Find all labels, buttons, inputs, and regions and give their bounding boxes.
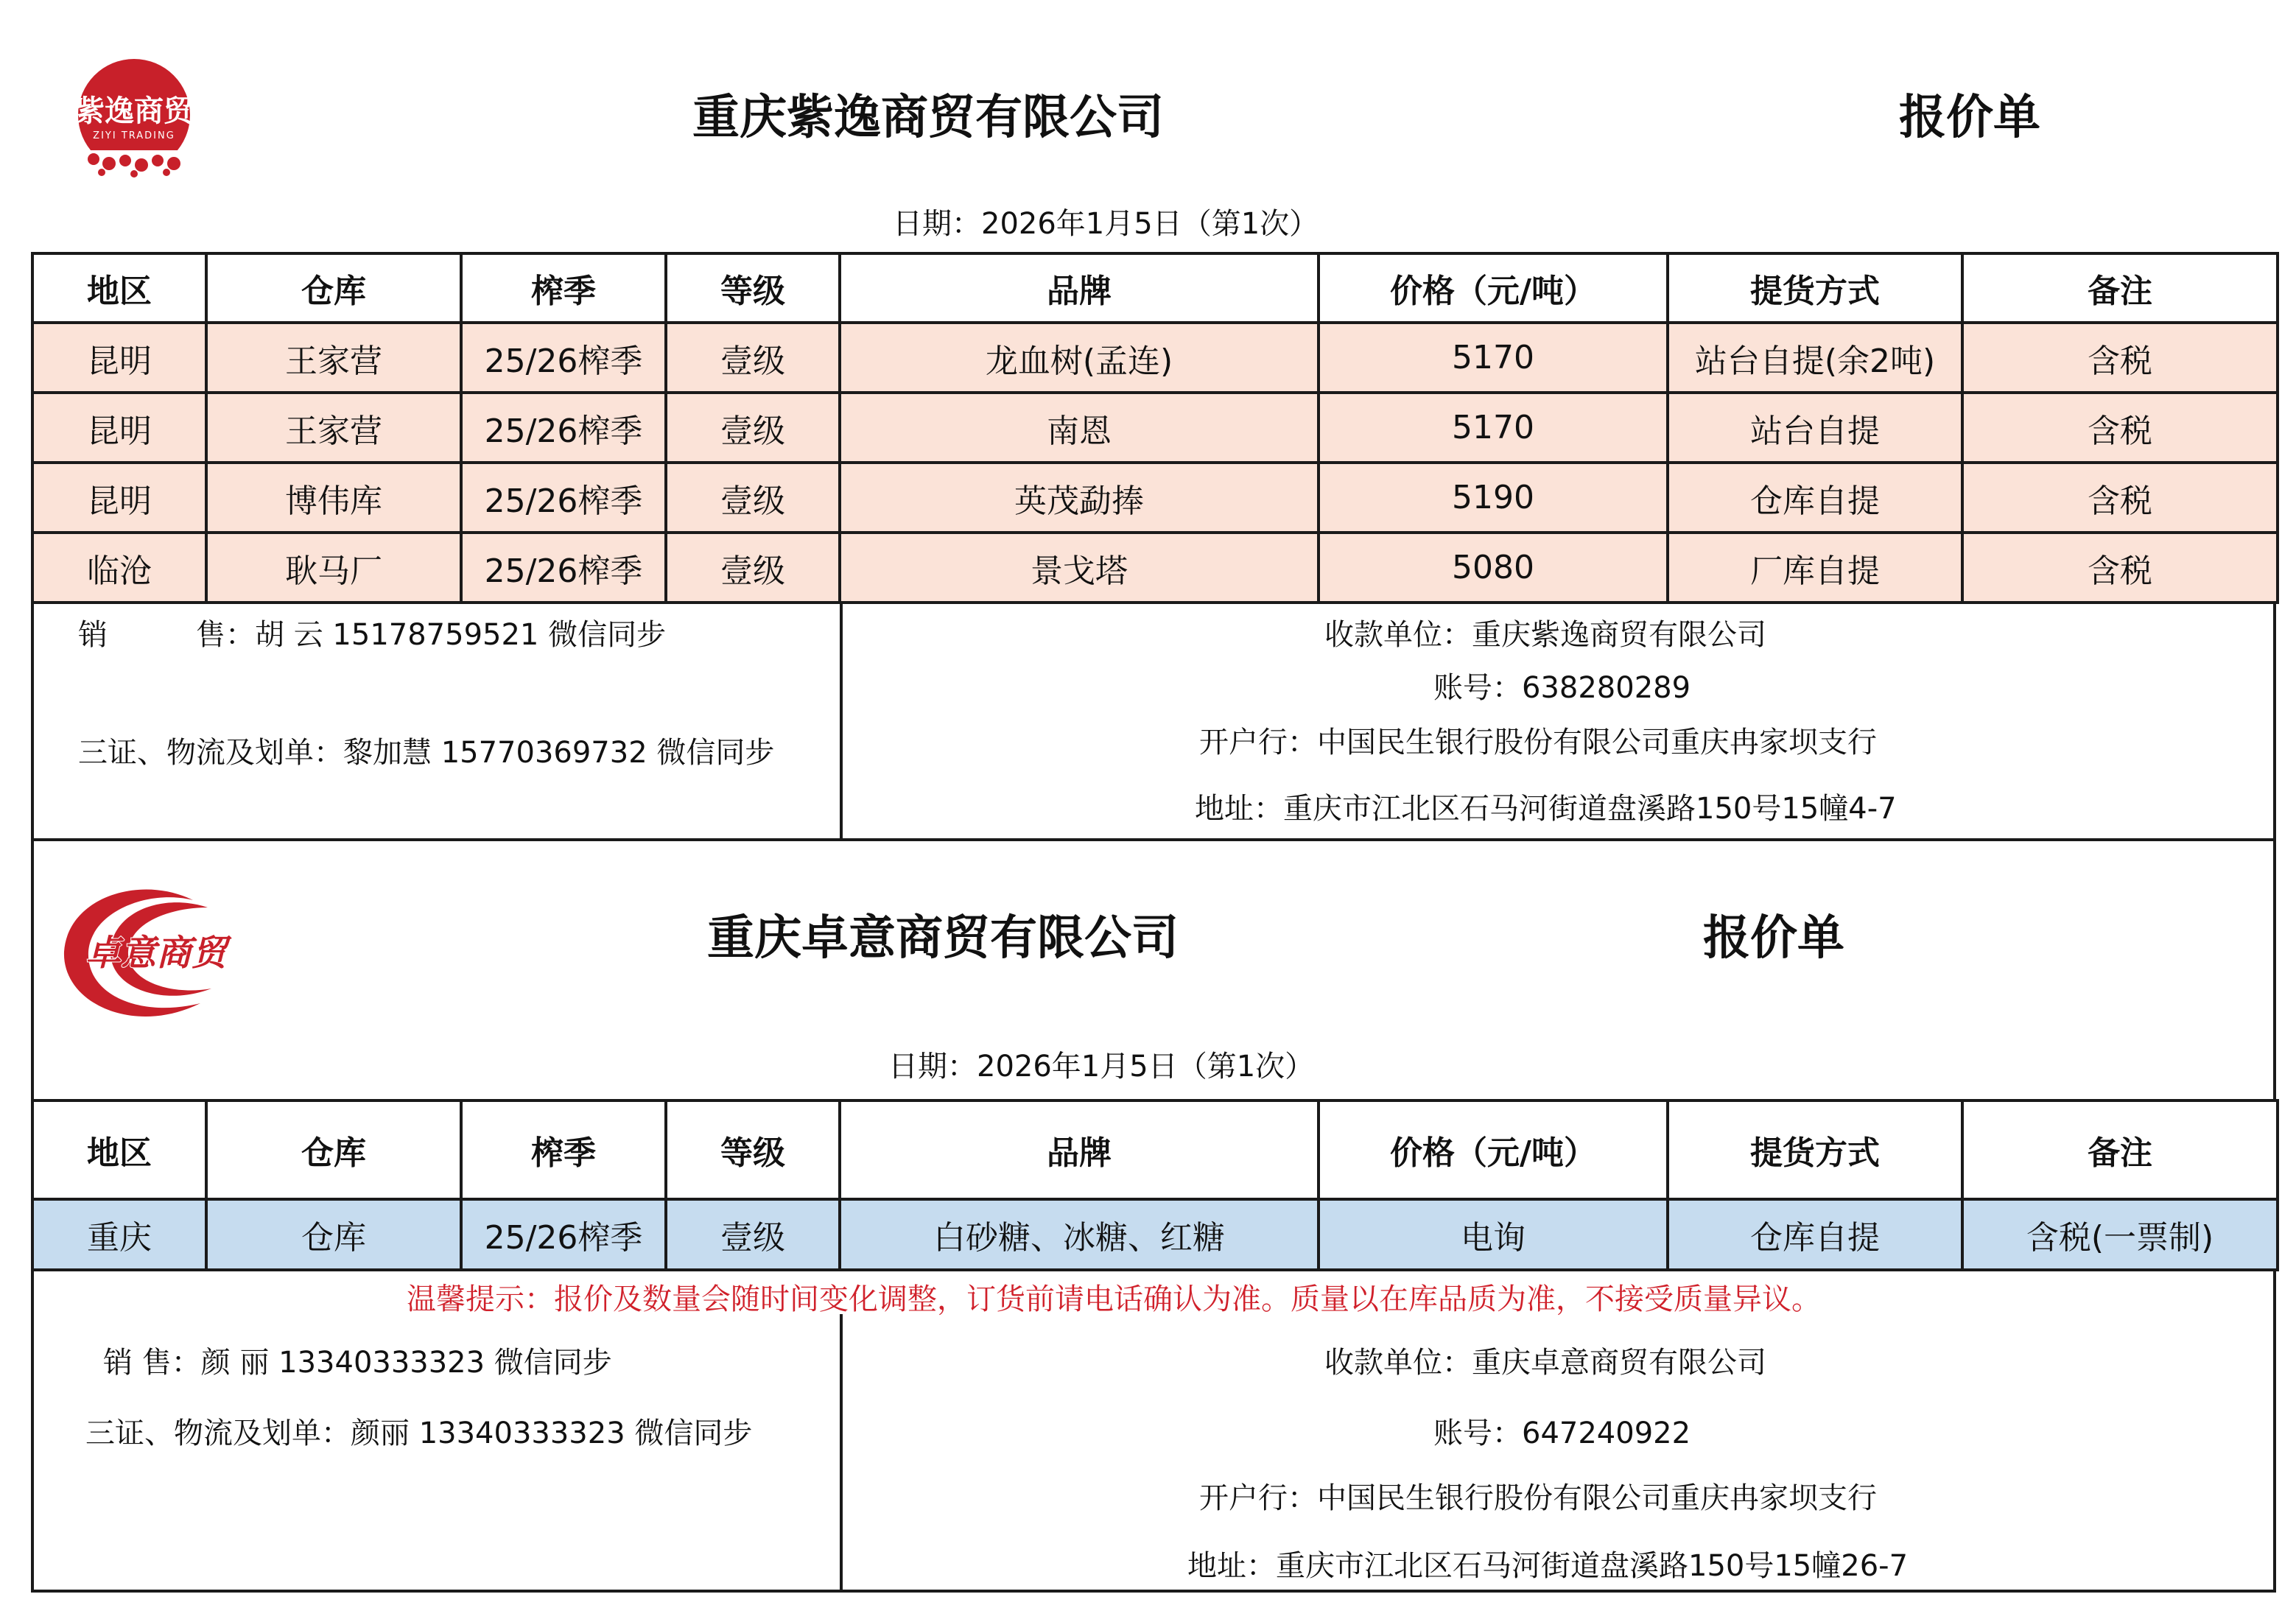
quote-table-1 <box>31 252 2279 604</box>
info-divider-2 <box>840 1314 843 1591</box>
cell-season: 25/26榨季 <box>461 1199 666 1270</box>
cell-warehouse: 王家营 <box>206 323 461 393</box>
cell-season: 25/26榨季 <box>461 323 666 393</box>
col-header-price: 价格（元/吨） <box>1319 253 1668 323</box>
cell-remark: 含税 <box>1962 323 2278 393</box>
bank-2: 开户行：中国民生银行股份有限公司重庆冉家坝支行 <box>1199 1481 1877 1515</box>
table-row <box>32 1199 2278 1270</box>
col-header-region: 地区 <box>32 253 206 323</box>
zhuoyi-logo <box>53 878 252 1033</box>
cell-warehouse: 博伟库 <box>206 463 461 533</box>
company-title: 重庆紫逸商贸有限公司 <box>692 91 1164 145</box>
col-header-brand: 品牌 <box>840 253 1319 323</box>
cell-delivery: 站台自提(余2吨) <box>1668 323 1962 393</box>
bottom-border <box>31 1590 2276 1593</box>
cell-season: 25/26榨季 <box>461 463 666 533</box>
cell-price: 5190 <box>1319 463 1668 533</box>
document-title: 报价单 <box>1899 91 2040 145</box>
cell-grade: 壹级 <box>666 1199 840 1270</box>
col-header-region: 地区 <box>32 1100 206 1199</box>
warning-notice: 温馨提示：报价及数量会随时间变化调整，订货前请电话确认为准。质量以在库品质为准，不接受质量异议。 <box>407 1282 1821 1316</box>
cell-delivery: 厂库自提 <box>1668 533 1962 603</box>
address-1: 地址：重庆市江北区石马河街道盘溪路150号15幢4-7 <box>1195 792 1897 826</box>
cell-warehouse: 耿马厂 <box>206 533 461 603</box>
cell-grade: 壹级 <box>666 463 840 533</box>
address-2: 地址：重庆市江北区石马河街道盘溪路150号15幢26-7 <box>1187 1549 1909 1583</box>
payee-1: 收款单位：重庆紫逸商贸有限公司 <box>1324 618 1766 652</box>
cell-remark: 含税(一票制) <box>1962 1199 2278 1270</box>
col-header-delivery: 提货方式 <box>1668 253 1962 323</box>
col-header-price: 价格（元/吨） <box>1319 1100 1668 1199</box>
col-header-warehouse: 仓库 <box>206 1100 461 1199</box>
sales-contact-1 <box>78 611 666 653</box>
zhuoyi-logo-text: 卓意商贸 <box>85 933 228 974</box>
account-2: 账号：647240922 <box>1433 1416 1691 1450</box>
document-title: 报价单 <box>1703 911 1844 966</box>
cell-delivery: 站台自提 <box>1668 393 1962 463</box>
cell-price: 5080 <box>1319 533 1668 603</box>
col-header-delivery: 提货方式 <box>1668 1100 1962 1199</box>
table-row <box>32 463 2278 533</box>
table-row <box>32 533 2278 603</box>
cell-region: 昆明 <box>32 393 206 463</box>
cell-season: 25/26榨季 <box>461 533 666 603</box>
table-row <box>32 323 2278 393</box>
table-row <box>32 393 2278 463</box>
cell-brand: 白砂糖、冰糖、红糖 <box>840 1199 1319 1270</box>
cell-warehouse: 王家营 <box>206 393 461 463</box>
cell-grade: 壹级 <box>666 323 840 393</box>
ziyi-logo-text: 紫逸商贸 <box>75 94 193 128</box>
cell-remark: 含税 <box>1962 533 2278 603</box>
cell-region: 重庆 <box>32 1199 206 1270</box>
col-header-remark: 备注 <box>1962 1100 2278 1199</box>
table-header-row <box>32 1100 2278 1199</box>
cell-price: 电询 <box>1319 1199 1668 1270</box>
cell-season: 25/26榨季 <box>461 393 666 463</box>
sales-contact-2: 销 售：颜 丽 13340333323 微信同步 <box>103 1346 612 1380</box>
logistics-contact-2: 三证、物流及划单：颜丽 13340333323 微信同步 <box>85 1416 753 1450</box>
logistics-contact-1: 三证、物流及划单：黎加慧 15770369732 微信同步 <box>78 736 775 770</box>
quote-table-2 <box>31 1099 2279 1271</box>
cell-grade: 壹级 <box>666 533 840 603</box>
info-divider-1 <box>840 603 843 840</box>
cell-remark: 含税 <box>1962 463 2278 533</box>
cell-delivery: 仓库自提 <box>1668 1199 1962 1270</box>
cell-price: 5170 <box>1319 393 1668 463</box>
cell-brand: 龙血树(孟连) <box>840 323 1319 393</box>
quote-date: 日期：2026年1月5日（第1次） <box>888 1050 1315 1084</box>
sales-label: 销 售： <box>78 618 255 652</box>
cell-brand: 南恩 <box>840 393 1319 463</box>
col-header-brand: 品牌 <box>840 1100 1319 1199</box>
cell-region: 临沧 <box>32 533 206 603</box>
cell-brand: 景戈塔 <box>840 533 1319 603</box>
sales-detail: 胡 云 15178759521 微信同步 <box>255 618 667 652</box>
cell-grade: 壹级 <box>666 393 840 463</box>
ziyi-logo <box>53 56 215 178</box>
ziyi-logo-subtext: ZIYI TRADING <box>93 130 175 141</box>
cell-remark: 含税 <box>1962 393 2278 463</box>
bank-1: 开户行：中国民生银行股份有限公司重庆冉家坝支行 <box>1199 726 1877 759</box>
col-header-season: 榨季 <box>461 1100 666 1199</box>
table-header-row <box>32 253 2278 323</box>
payee-2: 收款单位：重庆卓意商贸有限公司 <box>1324 1346 1766 1380</box>
col-header-warehouse: 仓库 <box>206 253 461 323</box>
company-title: 重庆卓意商贸有限公司 <box>707 911 1179 966</box>
quote-date: 日期：2026年1月5日（第1次） <box>893 207 1319 241</box>
col-header-grade: 等级 <box>666 253 840 323</box>
cell-brand: 英茂勐捧 <box>840 463 1319 533</box>
cell-delivery: 仓库自提 <box>1668 463 1962 533</box>
cell-region: 昆明 <box>32 463 206 533</box>
cell-region: 昆明 <box>32 323 206 393</box>
cell-warehouse: 仓库 <box>206 1199 461 1270</box>
account-1: 账号：638280289 <box>1433 671 1691 705</box>
cell-price: 5170 <box>1319 323 1668 393</box>
col-header-grade: 等级 <box>666 1100 840 1199</box>
col-header-season: 榨季 <box>461 253 666 323</box>
col-header-remark: 备注 <box>1962 253 2278 323</box>
